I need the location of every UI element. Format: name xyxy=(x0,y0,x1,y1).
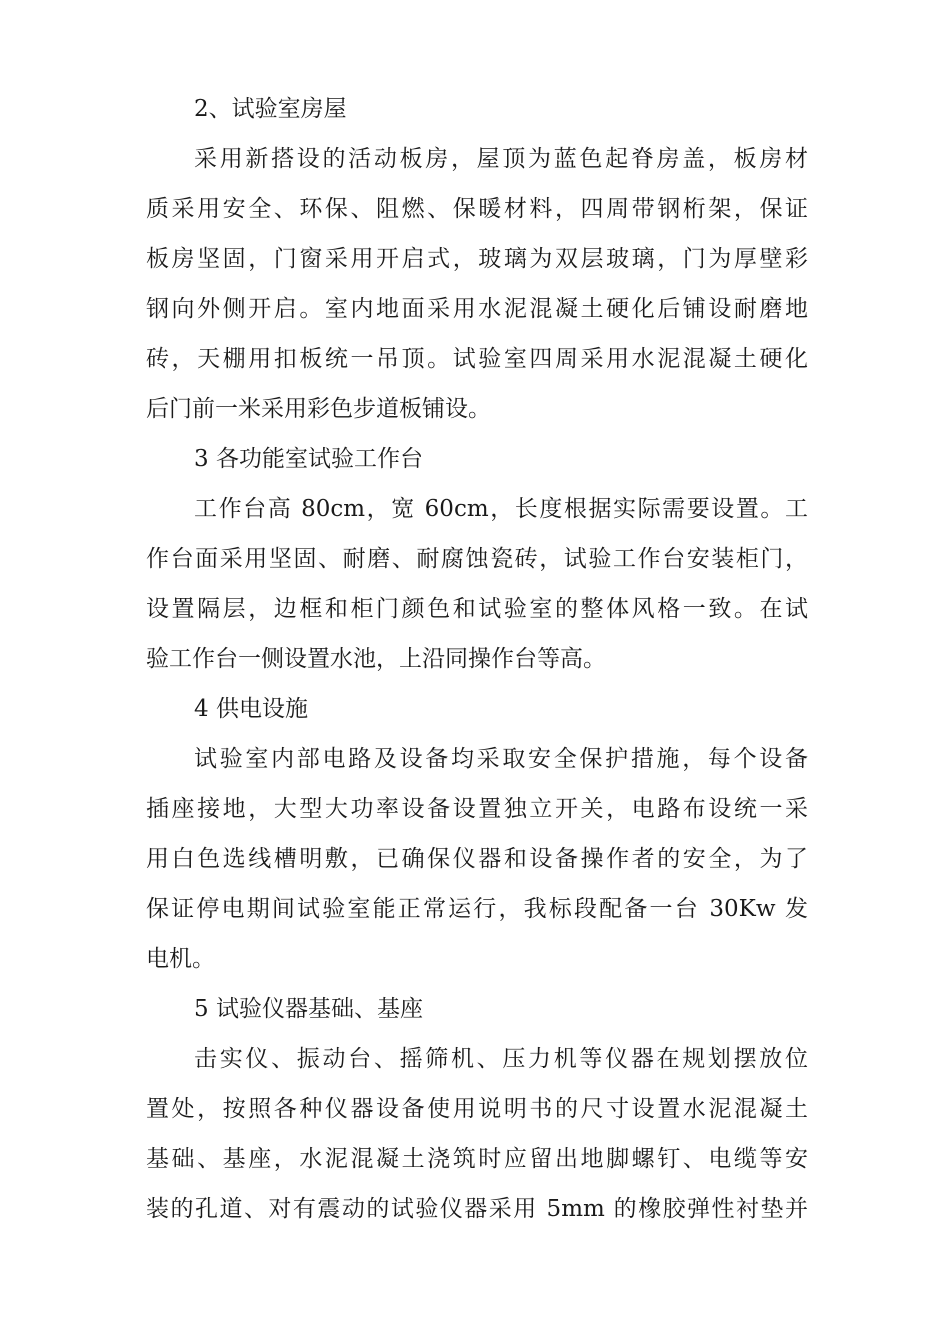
paragraph-line: 验工作台一侧设置水池，上沿同操作台等高。 xyxy=(146,646,606,672)
paragraph-line: 砖，天棚用扣板统一吊顶。试验室四周采用水泥混凝土硬化 xyxy=(146,346,808,372)
paragraph-line: 工作台高 80cm，宽 60cm，长度根据实际需要设置。工 xyxy=(194,496,808,522)
paragraph-line: 置处，按照各种仪器设备使用说明书的尺寸设置水泥混凝土 xyxy=(146,1096,808,1122)
paragraph-line: 钢向外侧开启。室内地面采用水泥混凝土硬化后铺设耐磨地 xyxy=(146,296,808,322)
paragraph-line: 保证停电期间试验室能正常运行，我标段配备一台 30Kw 发 xyxy=(146,896,808,922)
section-heading-instrument-base: 5 试验仪器基础、基座 xyxy=(194,996,423,1022)
paragraph-line: 插座接地，大型大功率设备设置独立开关，电路布设统一采 xyxy=(146,796,808,822)
paragraph-line: 质采用安全、环保、阻燃、保暖材料，四周带钢桁架，保证 xyxy=(146,196,808,222)
section-heading-workbench: 3 各功能室试验工作台 xyxy=(194,446,423,472)
paragraph-line: 基础、基座，水泥混凝土浇筑时应留出地脚螺钉、电缆等安 xyxy=(146,1146,808,1172)
paragraph-line: 板房坚固，门窗采用开启式，玻璃为双层玻璃，门为厚壁彩 xyxy=(146,246,808,272)
paragraph-line: 后门前一米采用彩色步道板铺设。 xyxy=(146,396,491,422)
paragraph-line: 设置隔层，边框和柜门颜色和试验室的整体风格一致。在试 xyxy=(146,596,808,622)
paragraph-line: 电机。 xyxy=(146,946,215,972)
paragraph-line: 装的孔道、对有震动的试验仪器采用 5mm 的橡胶弹性衬垫并 xyxy=(146,1196,808,1222)
paragraph-line: 采用新搭设的活动板房，屋顶为蓝色起脊房盖，板房材 xyxy=(194,146,808,172)
paragraph-line: 用白色选线槽明敷，已确保仪器和设备操作者的安全，为了 xyxy=(146,846,808,872)
paragraph-line: 试验室内部电路及设备均采取安全保护措施，每个设备 xyxy=(194,746,808,772)
paragraph-line: 击实仪、振动台、摇筛机、压力机等仪器在规划摆放位 xyxy=(194,1046,808,1072)
section-heading-lab-building: 2、试验室房屋 xyxy=(194,96,347,122)
section-heading-power-supply: 4 供电设施 xyxy=(194,696,308,722)
paragraph-line: 作台面采用坚固、耐磨、耐腐蚀瓷砖，试验工作台安装柜门， xyxy=(146,546,808,572)
